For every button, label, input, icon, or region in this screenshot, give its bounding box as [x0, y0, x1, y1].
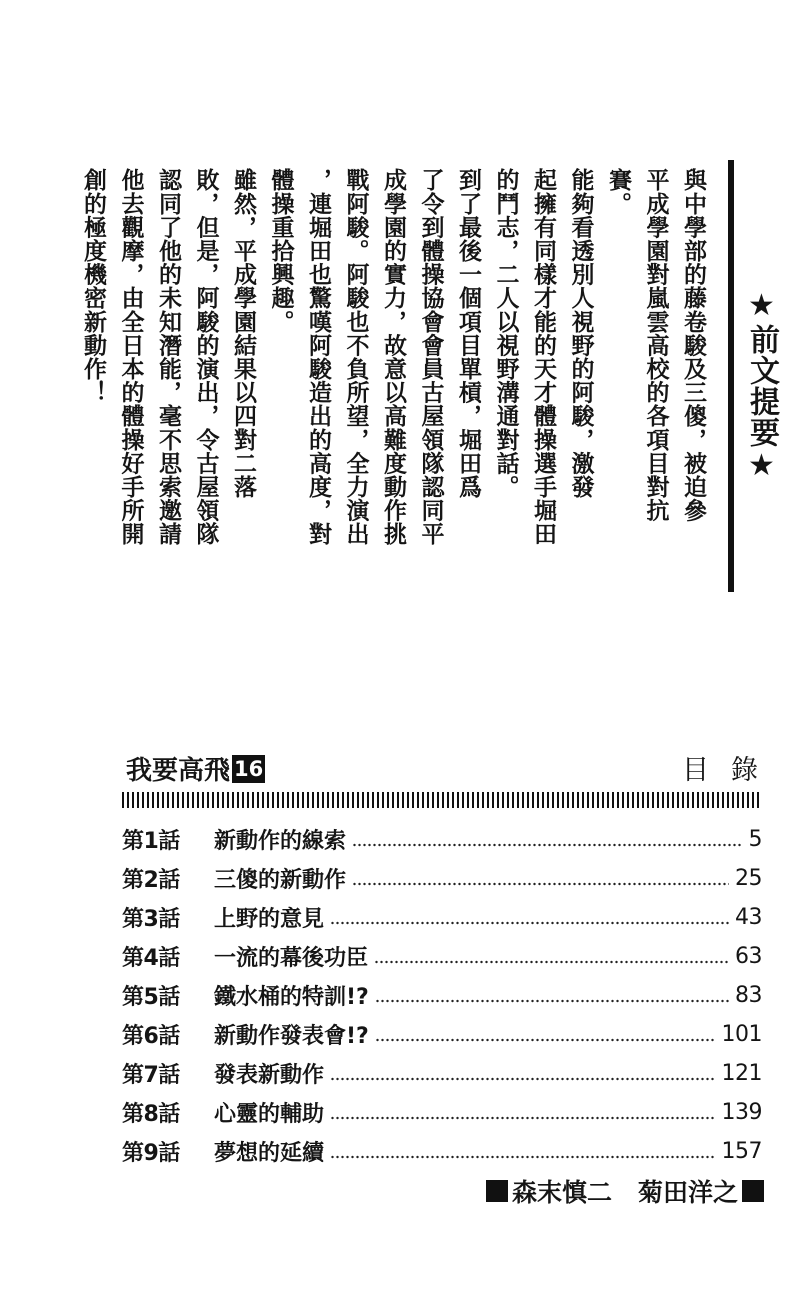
summary-line: 雖然，平成學園結果以四對二落 — [230, 168, 257, 499]
chapter-page: 121 — [721, 1061, 762, 1086]
chapter-title: 鐵水桶的特訓!? — [214, 985, 369, 1010]
artist-name: 菊田洋之 — [637, 1178, 738, 1207]
chapter-page: 157 — [721, 1139, 762, 1164]
chapter-number: 第3話 — [122, 907, 180, 932]
chapter-page: 5 — [748, 827, 762, 852]
toc-entry[interactable] — [122, 1015, 762, 1054]
chapter-title: 三傻的新動作 — [214, 868, 347, 893]
tick-rule-divider — [122, 792, 762, 808]
toc-entry[interactable] — [122, 1054, 762, 1093]
summary-line: 體操重拾興趣。 — [267, 168, 295, 334]
summary-line: ，連堀田也驚嘆阿駿造出的高度，對 — [305, 168, 332, 546]
summary-text — [80, 168, 712, 608]
dot-leader — [375, 1038, 716, 1042]
toc-list — [122, 820, 762, 1171]
toc-entry[interactable] — [122, 1093, 762, 1132]
chapter-number: 第6話 — [122, 1024, 180, 1049]
summary-line: 他去觀摩，由全日本的體操好手所開 — [117, 168, 145, 546]
square-bullet-icon — [486, 1180, 508, 1202]
summary-line: 起擁有同樣才能的天才體操選手堀田 — [530, 168, 557, 546]
chapter-page: 83 — [735, 983, 762, 1008]
summary-heading: ★前文提要★ — [744, 288, 779, 484]
chapter-title: 一流的幕後功臣 — [214, 946, 369, 971]
chapter-title: 上野的意見 — [214, 907, 325, 932]
toc-entry[interactable] — [122, 1132, 762, 1171]
summary-line: 賽。 — [605, 168, 632, 216]
dot-leader — [330, 1155, 715, 1159]
chapter-page: 43 — [735, 905, 762, 930]
summary-line: 平成學園對嵐雲高校的各項目對抗 — [642, 168, 670, 522]
volume-badge: 16 — [234, 756, 264, 781]
chapter-page: 25 — [735, 866, 762, 891]
chapter-title: 心靈的輔助 — [214, 1102, 325, 1127]
dot-leader — [352, 882, 729, 886]
dot-leader — [352, 843, 742, 847]
contents-label: 目錄 — [682, 755, 780, 786]
toc-header — [126, 744, 780, 788]
dot-leader — [330, 1077, 715, 1081]
summary-line: 認同了他的未知潛能，毫不思索邀請 — [155, 168, 182, 546]
chapter-title: 夢想的延續 — [214, 1141, 325, 1166]
dot-leader — [330, 1116, 715, 1120]
author-credit — [486, 1173, 764, 1209]
summary-divider — [728, 160, 734, 592]
toc-entry[interactable] — [122, 976, 762, 1015]
chapter-title: 新動作發表會!? — [214, 1024, 369, 1049]
toc-entry[interactable] — [122, 820, 762, 859]
square-bullet-icon — [742, 1180, 764, 1202]
chapter-number: 第4話 — [122, 946, 180, 971]
summary-line: 與中學部的藤卷駿及三傻，被迫參 — [680, 168, 707, 522]
summary-line: 敗，但是，阿駿的演出，令古屋領隊 — [192, 168, 220, 546]
series-title-text: 我要高飛 — [126, 756, 231, 786]
summary-line: 創的極度機密新動作！ — [80, 168, 107, 404]
chapter-number: 第8話 — [122, 1102, 180, 1127]
toc-entry[interactable] — [122, 937, 762, 976]
dot-leader — [375, 999, 729, 1003]
author-name: 森末慎二 — [511, 1178, 612, 1207]
dot-leader — [330, 921, 729, 925]
chapter-title: 發表新動作 — [214, 1063, 325, 1088]
chapter-page: 63 — [735, 944, 762, 969]
summary-line: 成學園的實力，故意以高難度動作挑 — [380, 168, 407, 546]
summary-line: 的鬥志，二人以視野溝通對話。 — [492, 168, 520, 499]
summary-line: 到了最後一個項目單槓，堀田爲 — [455, 168, 482, 499]
toc-entry[interactable] — [122, 859, 762, 898]
chapter-title: 新動作的線索 — [214, 829, 347, 854]
summary-line: 戰阿駿。阿駿也不負所望，全力演出 — [342, 168, 370, 546]
summary-line: 能夠看透別人視野的阿駿，激發 — [567, 168, 595, 499]
chapter-number: 第5話 — [122, 985, 180, 1010]
chapter-page: 101 — [721, 1022, 762, 1047]
toc-entry[interactable] — [122, 898, 762, 937]
chapter-page: 139 — [721, 1100, 762, 1125]
chapter-number: 第9話 — [122, 1141, 180, 1166]
dot-leader — [374, 960, 729, 964]
summary-line: 了令到體操協會會員古屋領隊認同平 — [417, 168, 445, 546]
series-title — [126, 750, 265, 787]
chapter-number: 第1話 — [122, 829, 180, 854]
chapter-number: 第2話 — [122, 868, 180, 893]
chapter-number: 第7話 — [122, 1063, 180, 1088]
